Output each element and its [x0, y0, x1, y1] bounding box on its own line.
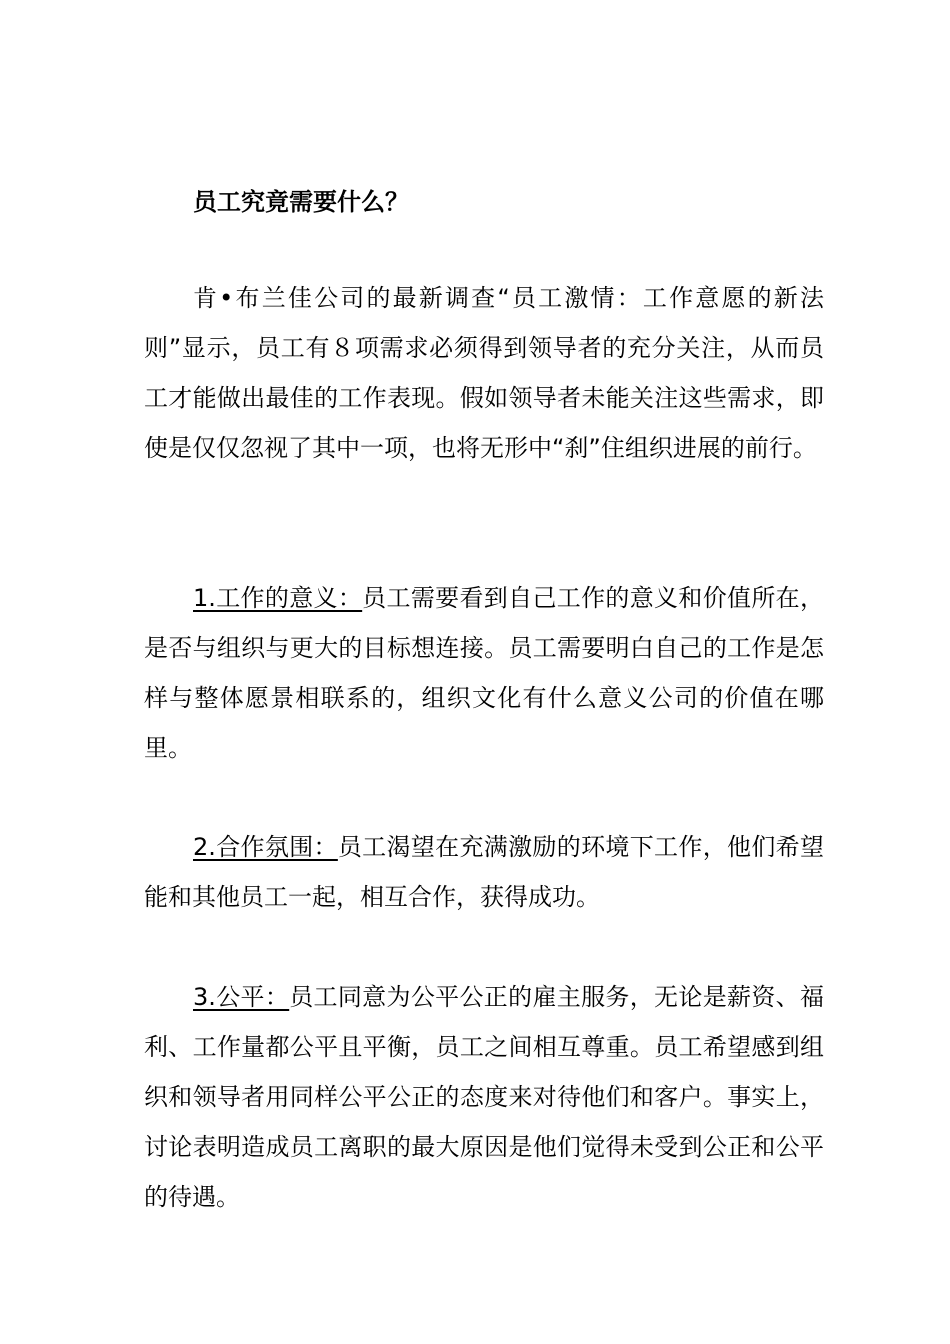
item-heading-2: 2.合作氛围： — [193, 833, 338, 861]
intro-paragraph: 肯•布兰佳公司的最新调查“员工激情：工作意愿的新法则”显示，员工有８项需求必须得到领导者的充分关注，从而员工才能做出最佳的工作表现。假如领导者未能关注这些需求，即使是仅仅忽视了其中一项，也将无形中“刹”住组织进展的前行。 — [144, 284, 824, 462]
item-paragraph-1 — [144, 573, 824, 773]
item-body-2: 员工渴望在充满激励的环境下工作，他们希望能和其他员工一起，相互合作，获得成功。 — [144, 833, 824, 911]
item-paragraph-2 — [144, 822, 824, 922]
item-heading-3: 3.公平： — [193, 983, 290, 1011]
item-heading-1: 1.工作的意义： — [193, 584, 363, 612]
item-body-1: 员工需要看到自己工作的意义和价值所在，是否与组织与更大的目标想连接。员工需要明白自己的工作是怎样与整体愿景相联系的，组织文化有什么意义公司的价值在哪里。 — [144, 584, 824, 762]
item-body-3: 员工同意为公平公正的雇主服务，无论是薪资、福利、工作量都公平且平衡，员工之间相互尊重。员工希望感到组织和领导者用同样公平公正的态度来对待他们和客户。事实上，讨论表明造成员工离职的最大原因是他们觉得未受到公正和公平的待遇。 — [144, 983, 825, 1211]
document-title: 员工究竟需要什么？ — [193, 188, 409, 216]
item-paragraph-3 — [144, 972, 824, 1222]
